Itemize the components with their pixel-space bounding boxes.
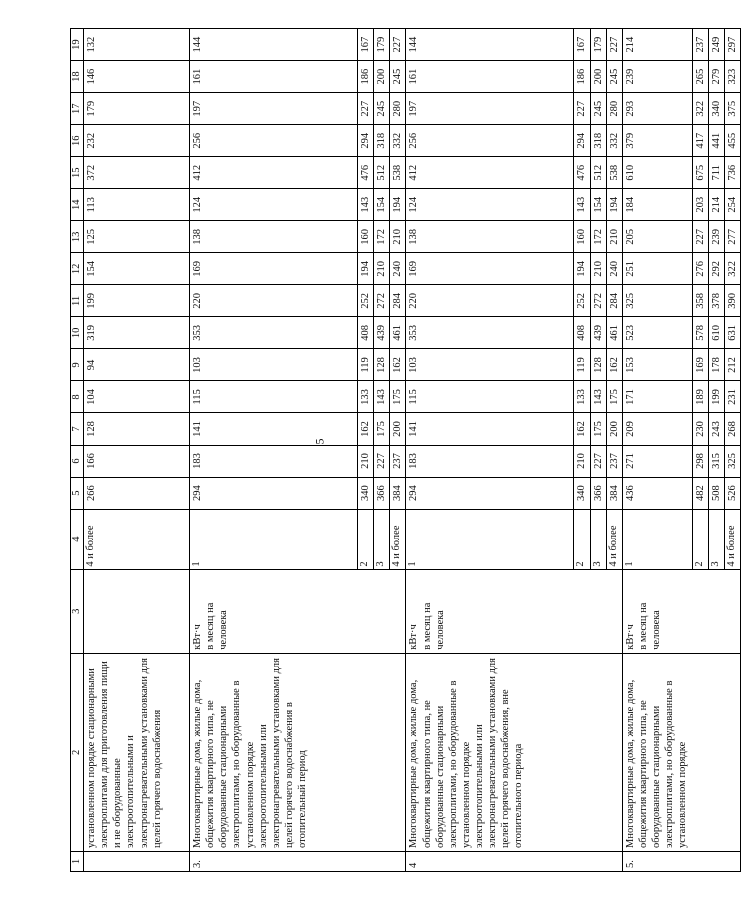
value-cell: 476 — [574, 157, 590, 189]
value-cell: 143 — [358, 189, 374, 221]
value-cell: 227 — [390, 29, 406, 61]
value-cell: 439 — [374, 317, 390, 349]
value-cell: 128 — [374, 349, 390, 381]
header-cell: 3 — [71, 569, 84, 653]
value-cell: 154 — [84, 253, 190, 285]
unit-label: кВт·ч — [624, 624, 636, 650]
table-row — [190, 29, 358, 872]
value-cell: 153 — [622, 349, 692, 381]
value-cell: 227 — [606, 29, 622, 61]
value-cell: 144 — [406, 29, 574, 61]
value-cell: 315 — [708, 445, 724, 477]
row-number-cell: 3. — [190, 851, 406, 871]
value-cell: 379 — [622, 125, 692, 157]
value-cell: 461 — [390, 317, 406, 349]
value-cell: 249 — [708, 29, 724, 61]
header-cell: 1 — [71, 851, 84, 871]
value-cell: 252 — [358, 285, 374, 317]
value-cell: 194 — [358, 253, 374, 285]
unit-cell — [622, 569, 740, 653]
value-cell: 237 — [606, 445, 622, 477]
value-cell: 143 — [574, 189, 590, 221]
value-cell: 378 — [708, 285, 724, 317]
value-cell: 366 — [374, 477, 390, 509]
value-cell: 231 — [725, 381, 741, 413]
value-cell: 294 — [406, 477, 574, 509]
value-cell: 184 — [622, 189, 692, 221]
value-cell: 209 — [622, 413, 692, 445]
value-cell: 166 — [84, 445, 190, 477]
value-cell: 203 — [692, 189, 708, 221]
table-row — [406, 29, 574, 872]
value-cell: 461 — [606, 317, 622, 349]
value-cell: 240 — [606, 253, 622, 285]
value-cell: 162 — [358, 413, 374, 445]
value-cell: 161 — [406, 61, 574, 93]
header-cell: 14 — [71, 189, 84, 221]
value-cell: 171 — [622, 381, 692, 413]
value-cell: 455 — [725, 125, 741, 157]
header-cell: 13 — [71, 221, 84, 253]
residents-cell: 4 и более — [725, 509, 741, 569]
value-cell: 200 — [590, 61, 606, 93]
value-cell: 94 — [84, 349, 190, 381]
residents-cell: 1 — [622, 509, 692, 569]
value-cell: 353 — [190, 317, 358, 349]
value-cell: 210 — [574, 445, 590, 477]
header-cell: 2 — [71, 653, 84, 851]
value-cell: 375 — [725, 93, 741, 125]
value-cell: 194 — [606, 189, 622, 221]
header-cell: 7 — [71, 413, 84, 445]
value-cell: 169 — [406, 253, 574, 285]
description-cell: Многоквартирные дома, жилые дома, общежития квартирного типа, не оборудованные стационарными электроплитами, но оборудованные в установленном порядке электроотопительными или электронагревательными установками для целей горячего водоснабжения в отопительный период — [190, 653, 406, 851]
value-cell: 143 — [590, 381, 606, 413]
value-cell: 115 — [190, 381, 358, 413]
tariff-table-rotated — [70, 28, 738, 872]
value-cell: 372 — [84, 157, 190, 189]
value-cell: 245 — [606, 61, 622, 93]
row-number-cell: 5. — [622, 851, 740, 871]
value-cell: 294 — [358, 125, 374, 157]
value-cell: 119 — [358, 349, 374, 381]
residents-cell: 3 — [590, 509, 606, 569]
description-cell: Многоквартирные дома, жилые дома, общежития квартирного типа, не оборудованные стационарными электроплитами, но оборудованные в установленном порядке — [622, 653, 740, 851]
value-cell: 220 — [190, 285, 358, 317]
value-cell: 154 — [590, 189, 606, 221]
value-cell: 175 — [374, 413, 390, 445]
value-cell: 227 — [590, 445, 606, 477]
residents-cell: 4 и более — [606, 509, 622, 569]
table-body — [71, 29, 741, 872]
value-cell: 179 — [84, 93, 190, 125]
value-cell: 162 — [574, 413, 590, 445]
header-cell: 18 — [71, 61, 84, 93]
value-cell: 279 — [708, 61, 724, 93]
value-cell: 167 — [358, 29, 374, 61]
value-cell: 210 — [606, 221, 622, 253]
value-cell: 214 — [622, 29, 692, 61]
value-cell: 175 — [590, 413, 606, 445]
value-cell: 417 — [692, 125, 708, 157]
value-cell: 318 — [374, 125, 390, 157]
value-cell: 232 — [84, 125, 190, 157]
value-cell: 292 — [708, 253, 724, 285]
value-cell: 141 — [406, 413, 574, 445]
value-cell: 319 — [84, 317, 190, 349]
value-cell: 169 — [190, 253, 358, 285]
value-cell: 183 — [190, 445, 358, 477]
value-cell: 220 — [406, 285, 574, 317]
value-cell: 175 — [606, 381, 622, 413]
value-cell: 210 — [358, 445, 374, 477]
value-cell: 266 — [84, 477, 190, 509]
value-cell: 113 — [84, 189, 190, 221]
value-cell: 245 — [390, 61, 406, 93]
value-cell: 252 — [574, 285, 590, 317]
unit-label: кВт·ч — [192, 624, 203, 650]
value-cell: 199 — [708, 381, 724, 413]
value-cell: 322 — [725, 253, 741, 285]
value-cell: 318 — [590, 125, 606, 157]
value-cell: 358 — [692, 285, 708, 317]
residents-cell: 2 — [574, 509, 590, 569]
value-cell: 284 — [606, 285, 622, 317]
value-cell: 439 — [590, 317, 606, 349]
page-number: 5 — [312, 438, 327, 445]
value-cell: 340 — [358, 477, 374, 509]
value-cell: 162 — [390, 349, 406, 381]
value-cell: 178 — [708, 349, 724, 381]
value-cell: 297 — [725, 29, 741, 61]
value-cell: 197 — [406, 93, 574, 125]
value-cell: 103 — [190, 349, 358, 381]
value-cell: 284 — [390, 285, 406, 317]
value-cell: 272 — [590, 285, 606, 317]
value-cell: 512 — [374, 157, 390, 189]
value-cell: 408 — [358, 317, 374, 349]
header-row — [71, 29, 84, 872]
value-cell: 115 — [406, 381, 574, 413]
value-cell: 325 — [725, 445, 741, 477]
value-cell: 332 — [606, 125, 622, 157]
unit-period-label: в месяц на человека — [421, 602, 446, 650]
value-cell: 227 — [358, 93, 374, 125]
value-cell: 277 — [725, 221, 741, 253]
value-cell: 119 — [574, 349, 590, 381]
value-cell: 256 — [406, 125, 574, 157]
unit-cell — [84, 569, 190, 653]
row-number-cell: 4 — [406, 851, 622, 871]
value-cell: 276 — [692, 253, 708, 285]
unit-label: кВт·ч — [408, 624, 420, 650]
residents-cell: 3 — [374, 509, 390, 569]
value-cell: 384 — [606, 477, 622, 509]
value-cell: 512 — [590, 157, 606, 189]
value-cell: 538 — [606, 157, 622, 189]
value-cell: 154 — [374, 189, 390, 221]
value-cell: 138 — [190, 221, 358, 253]
value-cell: 325 — [622, 285, 692, 317]
value-cell: 675 — [692, 157, 708, 189]
value-cell: 161 — [190, 61, 358, 93]
value-cell: 476 — [358, 157, 374, 189]
description-cell: Многоквартирные дома, жилые дома, общежития квартирного типа, не оборудованные стационарными электроплитами, но оборудованные в установленном порядке электроотопительными или электронагревательными установками для целей горячего водоснабжения, вне отопительного периода — [406, 653, 622, 851]
value-cell: 128 — [590, 349, 606, 381]
value-cell: 146 — [84, 61, 190, 93]
header-cell: 10 — [71, 317, 84, 349]
value-cell: 172 — [374, 221, 390, 253]
value-cell: 183 — [406, 445, 574, 477]
header-cell: 17 — [71, 93, 84, 125]
value-cell: 245 — [374, 93, 390, 125]
value-cell: 104 — [84, 381, 190, 413]
unit-period-label: в месяц на человека — [637, 602, 662, 650]
value-cell: 167 — [574, 29, 590, 61]
value-cell: 179 — [374, 29, 390, 61]
value-cell: 186 — [574, 61, 590, 93]
value-cell: 332 — [390, 125, 406, 157]
value-cell: 412 — [190, 157, 358, 189]
residents-cell: 2 — [358, 509, 374, 569]
value-cell: 293 — [622, 93, 692, 125]
value-cell: 125 — [84, 221, 190, 253]
table-row — [622, 29, 692, 872]
value-cell: 205 — [622, 221, 692, 253]
continuation-row — [84, 29, 190, 872]
unit-cell — [190, 569, 406, 653]
value-cell: 384 — [390, 477, 406, 509]
description-cell: установленном порядке стационарными электроплитами для приготовления пищи и не оборудованные электроотопительными и электронагревательными установками для целей горячего водоснабжения — [84, 653, 190, 851]
value-cell: 160 — [574, 221, 590, 253]
value-cell: 294 — [190, 477, 358, 509]
value-cell: 227 — [692, 221, 708, 253]
value-cell: 138 — [406, 221, 574, 253]
value-cell: 141 — [190, 413, 358, 445]
value-cell: 194 — [574, 253, 590, 285]
residents-cell: 4 и более — [390, 509, 406, 569]
value-cell: 538 — [390, 157, 406, 189]
residents-cell: 4 и более — [84, 509, 190, 569]
value-cell: 366 — [590, 477, 606, 509]
unit-period-label: в месяц на человека — [205, 602, 230, 650]
value-cell: 194 — [390, 189, 406, 221]
value-cell: 237 — [692, 29, 708, 61]
value-cell: 271 — [622, 445, 692, 477]
unit-cell — [406, 569, 622, 653]
value-cell: 523 — [622, 317, 692, 349]
value-cell: 132 — [84, 29, 190, 61]
value-cell: 227 — [574, 93, 590, 125]
value-cell: 254 — [725, 189, 741, 221]
value-cell: 230 — [692, 413, 708, 445]
value-cell: 143 — [374, 381, 390, 413]
value-cell: 172 — [590, 221, 606, 253]
value-cell: 578 — [692, 317, 708, 349]
value-cell: 169 — [692, 349, 708, 381]
value-cell: 200 — [374, 61, 390, 93]
residents-cell: 1 — [190, 509, 358, 569]
value-cell: 179 — [590, 29, 606, 61]
value-cell: 265 — [692, 61, 708, 93]
value-cell: 227 — [374, 445, 390, 477]
value-cell: 322 — [692, 93, 708, 125]
value-cell: 245 — [590, 93, 606, 125]
value-cell: 240 — [390, 253, 406, 285]
value-cell: 251 — [622, 253, 692, 285]
value-cell: 340 — [574, 477, 590, 509]
value-cell: 340 — [708, 93, 724, 125]
header-cell: 8 — [71, 381, 84, 413]
value-cell: 133 — [358, 381, 374, 413]
value-cell: 175 — [390, 381, 406, 413]
value-cell: 610 — [622, 157, 692, 189]
value-cell: 186 — [358, 61, 374, 93]
value-cell: 199 — [84, 285, 190, 317]
value-cell: 124 — [406, 189, 574, 221]
residents-cell: 2 — [692, 509, 708, 569]
value-cell: 128 — [84, 413, 190, 445]
header-cell: 19 — [71, 29, 84, 61]
value-cell: 711 — [708, 157, 724, 189]
value-cell: 243 — [708, 413, 724, 445]
value-cell: 210 — [374, 253, 390, 285]
value-cell: 268 — [725, 413, 741, 445]
value-cell: 239 — [622, 61, 692, 93]
value-cell: 197 — [190, 93, 358, 125]
value-cell: 133 — [574, 381, 590, 413]
header-cell: 4 — [71, 509, 84, 569]
value-cell: 256 — [190, 125, 358, 157]
value-cell: 210 — [390, 221, 406, 253]
value-cell: 408 — [574, 317, 590, 349]
value-cell: 412 — [406, 157, 574, 189]
value-cell: 210 — [590, 253, 606, 285]
value-cell: 160 — [358, 221, 374, 253]
value-cell: 390 — [725, 285, 741, 317]
value-cell: 610 — [708, 317, 724, 349]
value-cell: 280 — [606, 93, 622, 125]
value-cell: 526 — [725, 477, 741, 509]
header-cell: 6 — [71, 445, 84, 477]
value-cell: 441 — [708, 125, 724, 157]
value-cell: 189 — [692, 381, 708, 413]
rotated-table-area — [70, 28, 738, 872]
value-cell: 631 — [725, 317, 741, 349]
value-cell: 144 — [190, 29, 358, 61]
value-cell: 280 — [390, 93, 406, 125]
value-cell: 200 — [390, 413, 406, 445]
header-cell: 11 — [71, 285, 84, 317]
residents-cell: 3 — [708, 509, 724, 569]
header-cell: 5 — [71, 477, 84, 509]
value-cell: 103 — [406, 349, 574, 381]
row-number-cell — [84, 851, 190, 871]
value-cell: 237 — [390, 445, 406, 477]
header-cell: 9 — [71, 349, 84, 381]
value-cell: 353 — [406, 317, 574, 349]
value-cell: 200 — [606, 413, 622, 445]
value-cell: 294 — [574, 125, 590, 157]
value-cell: 736 — [725, 157, 741, 189]
value-cell: 212 — [725, 349, 741, 381]
value-cell: 239 — [708, 221, 724, 253]
value-cell: 162 — [606, 349, 622, 381]
value-cell: 323 — [725, 61, 741, 93]
header-cell: 15 — [71, 157, 84, 189]
value-cell: 508 — [708, 477, 724, 509]
value-cell: 214 — [708, 189, 724, 221]
header-cell: 12 — [71, 253, 84, 285]
value-cell: 124 — [190, 189, 358, 221]
header-cell: 16 — [71, 125, 84, 157]
value-cell: 436 — [622, 477, 692, 509]
value-cell: 272 — [374, 285, 390, 317]
value-cell: 298 — [692, 445, 708, 477]
residents-cell: 1 — [406, 509, 574, 569]
consumption-norms-table — [70, 28, 741, 872]
value-cell: 482 — [692, 477, 708, 509]
